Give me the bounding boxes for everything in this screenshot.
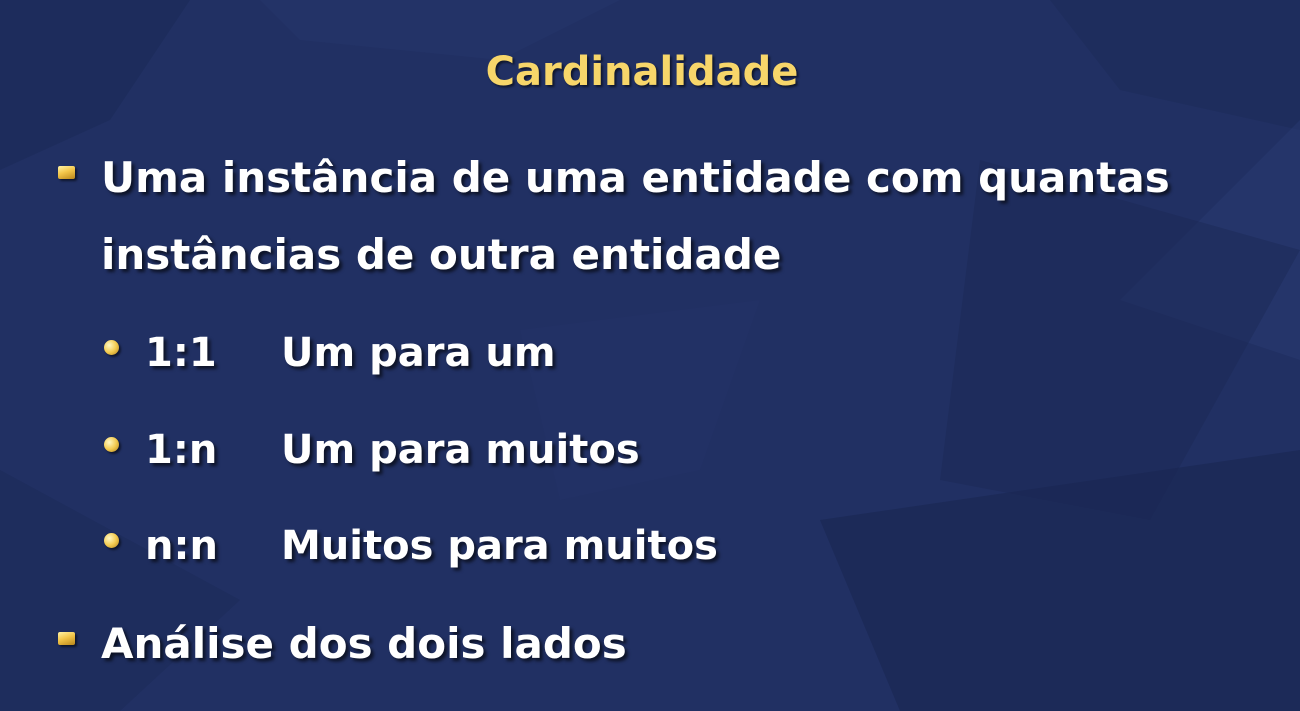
sub-item-2-label: Um para muitos: [281, 427, 640, 473]
slide-title: Cardinalidade: [485, 49, 799, 95]
round-bullet-icon: [104, 533, 119, 548]
bullet-1-line-1: Uma instância de uma entidade com quantas: [101, 153, 1170, 202]
sub-item-3-code: n:n: [145, 523, 218, 569]
square-bullet-icon: [58, 632, 75, 645]
bullet-2-line-1: Análise dos dois lados: [101, 619, 627, 668]
round-bullet-icon: [104, 437, 119, 452]
sub-item-2-code: 1:n: [145, 427, 218, 473]
square-bullet-icon: [58, 166, 75, 179]
round-bullet-icon: [104, 340, 119, 355]
sub-item-3-label: Muitos para muitos: [281, 523, 718, 569]
bullet-1-line-2: instâncias de outra entidade: [101, 230, 782, 279]
sub-item-1-label: Um para um: [281, 330, 556, 376]
sub-item-1-code: 1:1: [145, 330, 217, 376]
